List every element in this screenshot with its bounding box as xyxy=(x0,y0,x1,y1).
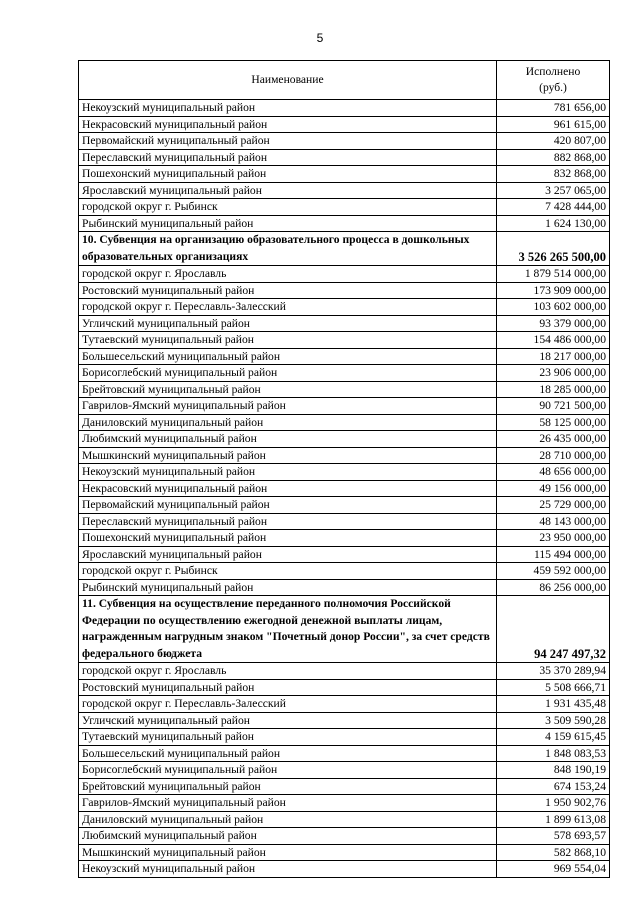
row-amount: 420 807,00 xyxy=(497,133,610,150)
table-row xyxy=(79,332,610,349)
table-row xyxy=(79,282,610,299)
row-name: Ярославский муниципальный район xyxy=(79,182,497,199)
row-name: Угличский муниципальный район xyxy=(79,315,497,332)
section-amount: 94 247 497,32 xyxy=(497,596,610,663)
row-amount: 5 508 666,71 xyxy=(497,679,610,696)
row-name: Даниловский муниципальный район xyxy=(79,811,497,828)
table-row xyxy=(79,480,610,497)
row-name: городской округ г. Переславль-Залесский xyxy=(79,696,497,713)
table-row xyxy=(79,795,610,812)
table-row xyxy=(79,464,610,481)
table-row xyxy=(79,579,610,596)
row-name: Мышкинский муниципальный район xyxy=(79,447,497,464)
row-amount: 115 494 000,00 xyxy=(497,546,610,563)
row-amount: 1 899 613,08 xyxy=(497,811,610,828)
row-name: Угличский муниципальный район xyxy=(79,712,497,729)
page-number: 5 xyxy=(316,31,324,45)
row-name: Гаврилов-Ямский муниципальный район xyxy=(79,398,497,415)
table-row xyxy=(79,365,610,382)
row-amount: 18 217 000,00 xyxy=(497,348,610,365)
row-amount: 582 868,10 xyxy=(497,844,610,861)
row-name: Некрасовский муниципальный район xyxy=(79,480,497,497)
row-amount: 3 509 590,28 xyxy=(497,712,610,729)
row-name: городской округ г. Рыбинск xyxy=(79,199,497,216)
table-row xyxy=(79,133,610,150)
row-name: Переславский муниципальный район xyxy=(79,149,497,166)
row-amount: 578 693,57 xyxy=(497,828,610,845)
row-amount: 1 931 435,48 xyxy=(497,696,610,713)
table-row xyxy=(79,497,610,514)
row-amount: 48 143 000,00 xyxy=(497,513,610,530)
row-amount: 86 256 000,00 xyxy=(497,579,610,596)
row-name: Пошехонский муниципальный район xyxy=(79,530,497,547)
table-row xyxy=(79,414,610,431)
row-name: городской округ г. Ярославль xyxy=(79,663,497,680)
table-row xyxy=(79,563,610,580)
row-name: Рыбинский муниципальный район xyxy=(79,215,497,232)
row-name: Переславский муниципальный район xyxy=(79,513,497,530)
table-row xyxy=(79,762,610,779)
table-row xyxy=(79,861,610,878)
row-amount: 674 153,24 xyxy=(497,778,610,795)
row-name: городской округ г. Рыбинск xyxy=(79,563,497,580)
row-amount: 103 602 000,00 xyxy=(497,299,610,316)
row-amount: 23 906 000,00 xyxy=(497,365,610,382)
row-name: Мышкинский муниципальный район xyxy=(79,844,497,861)
row-name: Любимский муниципальный район xyxy=(79,828,497,845)
table-row xyxy=(79,447,610,464)
table-row xyxy=(79,778,610,795)
row-name: Первомайский муниципальный район xyxy=(79,497,497,514)
budget-table xyxy=(78,60,610,878)
table-header-row xyxy=(79,61,610,100)
table-row xyxy=(79,299,610,316)
row-amount: 1 624 130,00 xyxy=(497,215,610,232)
row-amount: 26 435 000,00 xyxy=(497,431,610,448)
row-amount: 35 370 289,94 xyxy=(497,663,610,680)
table-row xyxy=(79,431,610,448)
row-name: Любимский муниципальный район xyxy=(79,431,497,448)
table-row xyxy=(79,315,610,332)
row-name: Борисоглебский муниципальный район xyxy=(79,365,497,382)
row-name: Некоузский муниципальный район xyxy=(79,464,497,481)
row-amount: 28 710 000,00 xyxy=(497,447,610,464)
row-name: Рыбинский муниципальный район xyxy=(79,579,497,596)
row-name: Даниловский муниципальный район xyxy=(79,414,497,431)
row-amount: 882 868,00 xyxy=(497,149,610,166)
row-name: Борисоглебский муниципальный район xyxy=(79,762,497,779)
table-row xyxy=(79,530,610,547)
table-row xyxy=(79,663,610,680)
row-name: Ростовский муниципальный район xyxy=(79,679,497,696)
table-row xyxy=(79,166,610,183)
row-amount: 58 125 000,00 xyxy=(497,414,610,431)
row-name: Некрасовский муниципальный район xyxy=(79,116,497,133)
row-name: городской округ г. Ярославль xyxy=(79,266,497,283)
table-row xyxy=(79,696,610,713)
row-name: Брейтовский муниципальный район xyxy=(79,778,497,795)
row-amount: 969 554,04 xyxy=(497,861,610,878)
row-amount: 781 656,00 xyxy=(497,100,610,117)
table-row xyxy=(79,199,610,216)
row-amount: 154 486 000,00 xyxy=(497,332,610,349)
row-name: Пошехонский муниципальный район xyxy=(79,166,497,183)
table-row xyxy=(79,745,610,762)
row-name: Ростовский муниципальный район xyxy=(79,282,497,299)
row-amount: 961 615,00 xyxy=(497,116,610,133)
header-name: Наименование xyxy=(79,61,497,100)
row-amount: 7 428 444,00 xyxy=(497,199,610,216)
table-row xyxy=(79,513,610,530)
section-row xyxy=(79,232,610,266)
row-amount: 23 950 000,00 xyxy=(497,530,610,547)
section-title: 11. Субвенция на осуществление переданного полномочия Российской Федерации по осуществлению ежегодной денежной выплаты лицам, награжденным нагрудным знаком "Почетный донор России", за счет средств федерального бюджета xyxy=(79,596,497,663)
row-amount: 25 729 000,00 xyxy=(497,497,610,514)
table-row xyxy=(79,844,610,861)
row-amount: 832 868,00 xyxy=(497,166,610,183)
row-name: Большесельский муниципальный район xyxy=(79,745,497,762)
row-amount: 848 190,19 xyxy=(497,762,610,779)
row-amount: 49 156 000,00 xyxy=(497,480,610,497)
table-row xyxy=(79,398,610,415)
table-row xyxy=(79,381,610,398)
section-row xyxy=(79,596,610,663)
table-row xyxy=(79,182,610,199)
table-row xyxy=(79,546,610,563)
row-amount: 18 285 000,00 xyxy=(497,381,610,398)
table-body xyxy=(79,100,610,878)
header-executed: Исполнено (руб.) xyxy=(497,61,610,100)
row-name: городской округ г. Переславль-Залесский xyxy=(79,299,497,316)
row-amount: 93 379 000,00 xyxy=(497,315,610,332)
table-row xyxy=(79,811,610,828)
row-amount: 3 257 065,00 xyxy=(497,182,610,199)
table-row xyxy=(79,266,610,283)
table-row xyxy=(79,215,610,232)
row-amount: 459 592 000,00 xyxy=(497,563,610,580)
table-row xyxy=(79,828,610,845)
row-name: Тутаевский муниципальный район xyxy=(79,729,497,746)
row-amount: 48 656 000,00 xyxy=(497,464,610,481)
row-amount: 1 879 514 000,00 xyxy=(497,266,610,283)
row-amount: 90 721 500,00 xyxy=(497,398,610,415)
table-row xyxy=(79,149,610,166)
row-amount: 173 909 000,00 xyxy=(497,282,610,299)
row-name: Большесельский муниципальный район xyxy=(79,348,497,365)
section-title: 10. Субвенция на организацию образовательного процесса в дошкольных образовательных организациях xyxy=(79,232,497,266)
table-row xyxy=(79,712,610,729)
section-amount: 3 526 265 500,00 xyxy=(497,232,610,266)
row-name: Некоузский муниципальный район xyxy=(79,861,497,878)
row-amount: 1 848 083,53 xyxy=(497,745,610,762)
table-row xyxy=(79,679,610,696)
table-row xyxy=(79,729,610,746)
row-name: Первомайский муниципальный район xyxy=(79,133,497,150)
row-name: Ярославский муниципальный район xyxy=(79,546,497,563)
row-name: Некоузский муниципальный район xyxy=(79,100,497,117)
table-row xyxy=(79,348,610,365)
table-row xyxy=(79,100,610,117)
row-amount: 1 950 902,76 xyxy=(497,795,610,812)
row-name: Тутаевский муниципальный район xyxy=(79,332,497,349)
row-amount: 4 159 615,45 xyxy=(497,729,610,746)
table-row xyxy=(79,116,610,133)
row-name: Брейтовский муниципальный район xyxy=(79,381,497,398)
row-name: Гаврилов-Ямский муниципальный район xyxy=(79,795,497,812)
